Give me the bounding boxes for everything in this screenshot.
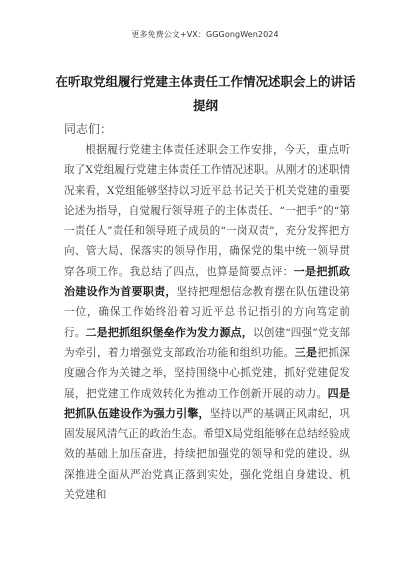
body-text-segment: 根据履行党建主体责任述职会工作安排，今天，重点听取了X党组履行党建主体责任工作情况述职。从刚才的述职情况来看，X党组能够坚持以习近平总书记关于机关党建的重要论述为指导，自觉履行领导班子的主体责任、“一把手”的“第一责任人”责任和领导班子成员的“一岗双责”，充分发挥把方向、管大局、保落实的领导作用，确保党的集中统一领导贯穿各项工作。我总结了四点，也算是简要点评： — [64, 144, 350, 278]
key-point-3: 三是 — [294, 345, 318, 359]
key-point-2: 二是把抓组织堡垒作为发力源点， — [85, 325, 253, 339]
document-title: 在听取党组履行党建主体责任工作情况述职会上的讲话提纲 — [55, 74, 356, 113]
key-point-1: 一是把抓政治建设作为首要职责， — [64, 264, 351, 299]
body-paragraph — [64, 140, 350, 505]
body-text-segment: 把抓深度融合作为关键之举，坚持围绕中心抓党建，抓好党建促发展，把党建工作成效转化为推动工作创新开展的动力。 — [64, 346, 351, 400]
body-text-segment: 以创建“四强”党支部为牵引，着力增强党支部政治功能和组织功能。 — [64, 326, 350, 359]
salutation: 同志们： — [64, 122, 113, 136]
body-text-segment: 坚持以严的基调正风肃纪，巩固发展风清气正的政治生态。希望X局党组能够在总结经验成效的基础上加压奋进，持续把加强党的领导和党的建设、纵深推进全面从严治党真正落到实处，强化党组自身建设、机关党建和 — [64, 407, 351, 502]
header-note: 更多免费公文+VX：GGGongWen2024 — [131, 30, 279, 39]
body-text-segment: 坚持把理想信念教育摆在队伍建设第一位，确保工作始终沿着习近平总书记指引的方向笃定前行。 — [64, 286, 351, 339]
key-point-4: 四是把抓队伍建设作为强力引擎， — [64, 386, 350, 420]
